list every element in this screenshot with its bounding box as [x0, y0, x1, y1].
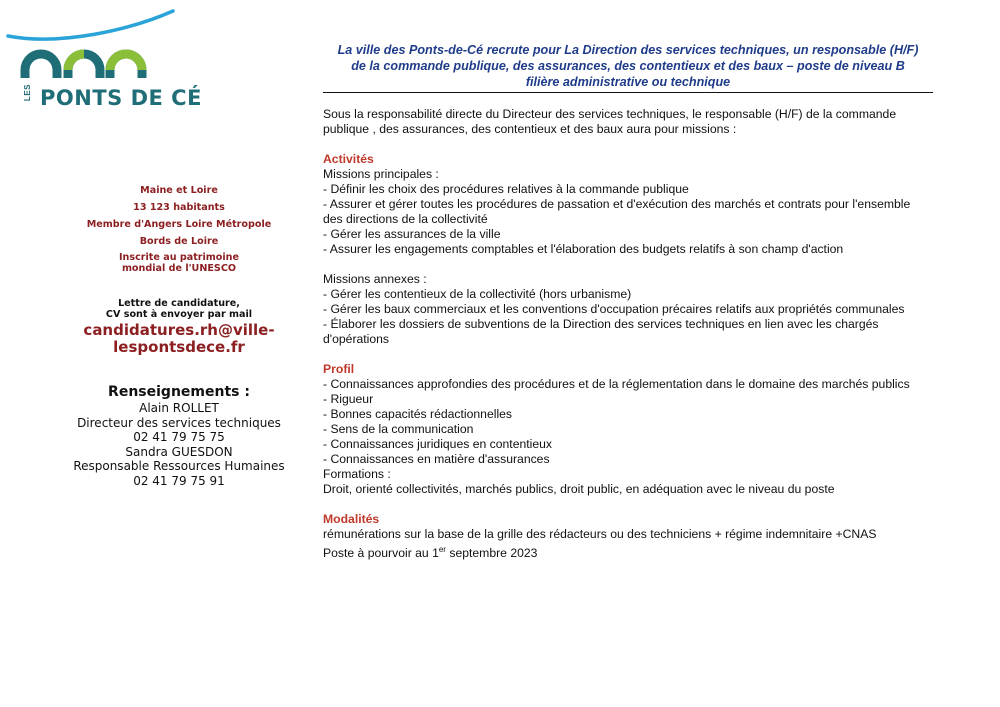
missions-annexes-label: Missions annexes :: [323, 272, 427, 286]
logo-name: PONTS DE CÉ: [40, 86, 202, 110]
list-item: - Sens de la communication: [323, 422, 474, 436]
contact-role-2: Responsable Ressources Humaines: [73, 459, 285, 473]
info-unesco: [58, 252, 300, 274]
application-email-link[interactable]: [58, 322, 300, 356]
list-item: - Gérer les contentieux de la collectivité (hors urbanisme): [323, 287, 632, 301]
renseignements-title: Renseignements :: [108, 384, 250, 400]
list-item: - Assurer et gérer toutes les procédures de passation et d'exécution des marchés et contrats pour l'ensemble des directions de la collectivité: [323, 197, 911, 226]
list-item: - Rigueur: [323, 392, 374, 406]
page-title: La ville des Ponts-de-Cé recrute pour La Direction des services techniques, un responsable (H/F) de la commande publique, des assurances, des contentieux et des baux – poste de niveau B filière administrative ou technique: [323, 42, 933, 93]
unesco-line: mondial de l'UNESCO: [121, 263, 237, 274]
start-date-prefix: Poste à pourvoir au 1: [323, 546, 439, 561]
modalites-section: [323, 527, 933, 561]
list-item: - Assurer les engagements comptables et l'élaboration des budgets relatifs à son champ d'action: [323, 242, 844, 256]
contact-phone-2: 02 41 79 75 91: [133, 473, 225, 488]
city-logo: [0, 0, 200, 130]
start-date-suffix: septembre 2023: [445, 546, 538, 561]
email-part: lespontsdece.fr: [113, 338, 245, 356]
list-item: - Bonnes capacités rédactionnelles: [323, 407, 513, 421]
profil-section: [323, 377, 933, 497]
contact-phone-1: 02 41 79 75 75: [133, 430, 225, 444]
remuneration-text: rémunérations sur la base de la grille des rédacteurs ou des techniciens + régime indemnitaire +CNAS: [323, 527, 877, 541]
section-heading-activites: Activités: [323, 152, 374, 166]
missions-principales-label: Missions principales :: [323, 167, 439, 181]
spacer: [323, 257, 933, 272]
formations-label: Formations :: [323, 467, 391, 481]
list-item: - Définir les choix des procédures relatives à la commande publique: [323, 182, 689, 196]
list-item: - Connaissances juridiques en contentieux: [323, 437, 552, 451]
apply-instructions-line: CV sont à envoyer par mail: [105, 309, 253, 320]
info-metropole: Membre d'Angers Loire Métropole: [86, 219, 272, 230]
list-item: - Connaissances en matière d'assurances: [323, 452, 550, 466]
intro-paragraph: Sous la responsabilité directe du Directeur des services techniques, le responsable (H/F) de la commande publique , des assurances, des contentieux et des baux aura pour missions :: [323, 107, 897, 136]
info-department: Maine et Loire: [140, 185, 218, 196]
info-population: 13 123 habitants: [133, 202, 225, 213]
activites-section: [323, 167, 933, 347]
info-loire: Bords de Loire: [139, 236, 219, 247]
logo-prefix: LES: [23, 84, 32, 102]
list-item: - Élaborer les dossiers de subventions de la Direction des services techniques en lien avec les chargés d'opérations: [323, 317, 879, 346]
start-date-text: [323, 542, 933, 561]
contact-name-2: Sandra GUESDON: [125, 444, 233, 459]
logo-arches-graphic: [0, 0, 200, 130]
start-date-ordinal: er: [438, 545, 446, 554]
contact-name-1: Alain ROLLET: [139, 401, 219, 415]
job-offer-content: [323, 42, 933, 561]
email-part: candidatures.rh@ville-: [83, 321, 275, 339]
list-item: - Gérer les assurances de la ville: [323, 227, 501, 241]
section-heading-modalites: Modalités: [323, 512, 380, 526]
list-item: - Connaissances approfondies des procédures et de la réglementation dans le domaine des marchés publics: [323, 377, 910, 391]
unesco-line: Inscrite au patrimoine: [118, 252, 240, 263]
contact-role-1: Directeur des services techniques: [77, 415, 281, 430]
sidebar: [58, 184, 300, 488]
list-item: - Gérer les baux commerciaux et les conventions d'occupation précaires relatifs aux propriétés communales: [323, 302, 905, 316]
apply-instructions-line: Lettre de candidature,: [118, 298, 240, 309]
formations-text: Droit, orienté collectivités, marchés publics, droit public, en adéquation avec le niveau du poste: [323, 482, 835, 496]
section-heading-profil: Profil: [323, 362, 355, 376]
